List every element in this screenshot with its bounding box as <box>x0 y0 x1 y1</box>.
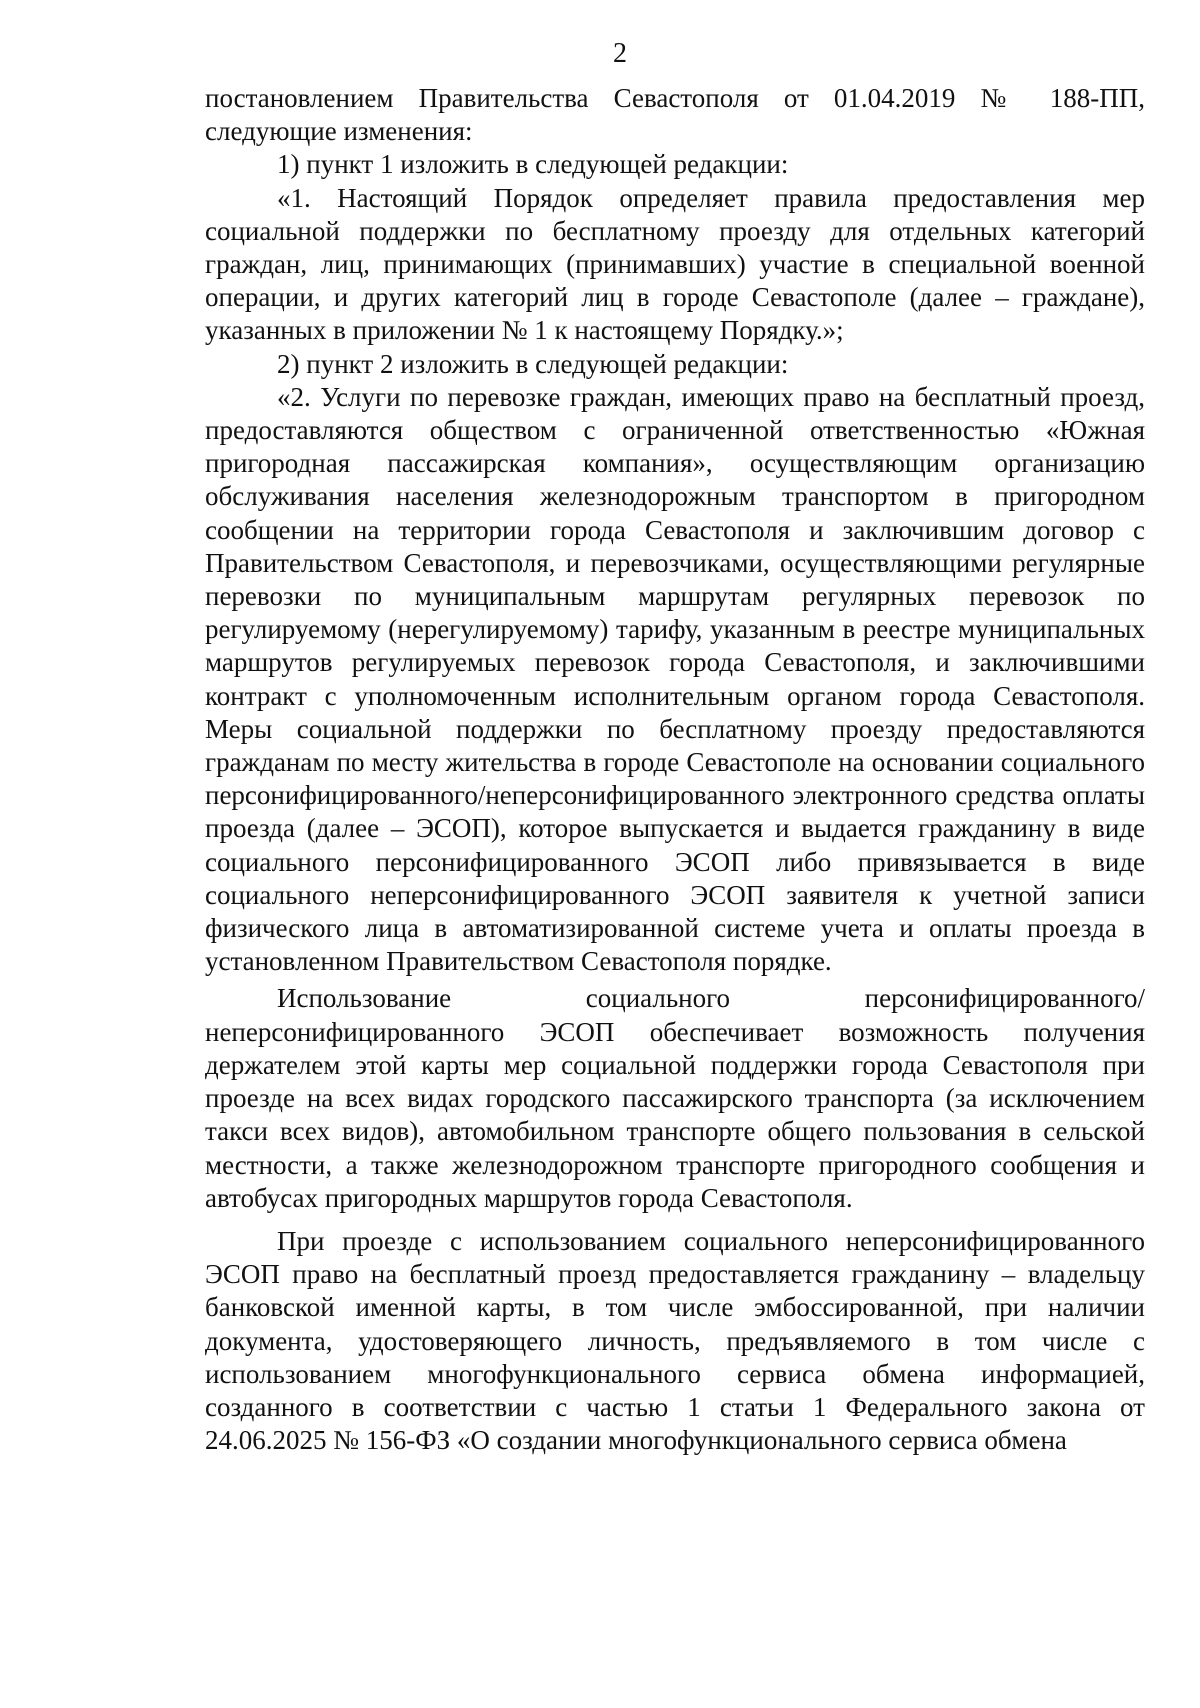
document-body <box>205 82 1145 1457</box>
paragraph-item-2-heading: 2) пункт 2 изложить в следующей редакции: <box>277 348 789 379</box>
paragraph-resolution-reference: постановлением Правительства Севастополя от 01.04.2019 № 188-ПП, следующие изменения: <box>205 83 1145 147</box>
paragraph-item-1-heading: 1) пункт 1 изложить в следующей редакции: <box>277 149 789 180</box>
paragraph-clause-2: «2. Услуги по перевозке граждан, имеющих право на бесплатный проезд, предоставляются обществом с ограниченной ответственностью «Южная пригородная пассажирская компания», осуществляющим организацию обслуживания населения железнодорожным транспортом в пригородном сообщении на территории города Севастополя и заключившим договор с Правительством Севастополя, и перевозчиками, осуществляющими регулярные перевозки по муниципальным маршрутам регулярных перевозок по регулируемому (нерегулируемому) тарифу, указанным в реестре муниципальных маршрутов регулируемых перевозок города Севастополя, и заключившими контракт с уполномоченным исполнительным органом города Севастополя. Меры социальной поддержки по бесплатному проезду предоставляются гражданам по месту жительства в городе Севастополе на основании социального персонифицированного/неперсонифицированного электронного средства оплаты проезда (далее – ЭСОП), которое выпускается и выдается гражданину в виде социального персонифицированного ЭСОП либо привязывается в виде социального неперсонифицированного ЭСОП заявителя к учетной записи физического лица в автоматизированной системе учета и оплаты проезда в установленном Правительством Севастополя порядке. <box>205 381 1145 977</box>
paragraph-esop-usage: Использование социального персонифицированного/ неперсонифицированного ЭСОП обеспечивает возможность получения держателем этой карты мер социальной поддержки города Севастополя при проезде на всех видах городского пассажирского транспорта (за исключением такси всех видов), автомобильном транспорте общего пользования в сельской местности, а также железнодорожном транспорте пригородного сообщения и автобусах пригородных маршрутов города Севастополя. <box>205 983 1145 1213</box>
paragraph-clause-1: «1. Настоящий Порядок определяет правила предоставления мер социальной поддержки по бесплатному проезду для отдельных категорий граждан, лиц, принимающих (принимавших) участие в специальной военной операции, и других категорий лиц в городе Севастополе (далее – граждане), указанных в приложении № 1 к настоящему Порядку.»; <box>205 182 1145 346</box>
paragraph-bank-card: При проезде с использованием социального неперсонифицированного ЭСОП право на бесплатный проезд предоставляется гражданину – владельцу банковской именной карты, в том числе эмбоссированной, при наличии документа, удостоверяющего личность, предъявляемого в том числе с использованием многофункционального сервиса обмена информацией, созданного в соответствии с частью 1 статьи 1 Федерального закона от 24.06.2025 № 156-ФЗ «О создании многофункционального сервиса обмена <box>205 1225 1145 1456</box>
page-number: 2 <box>613 38 627 69</box>
